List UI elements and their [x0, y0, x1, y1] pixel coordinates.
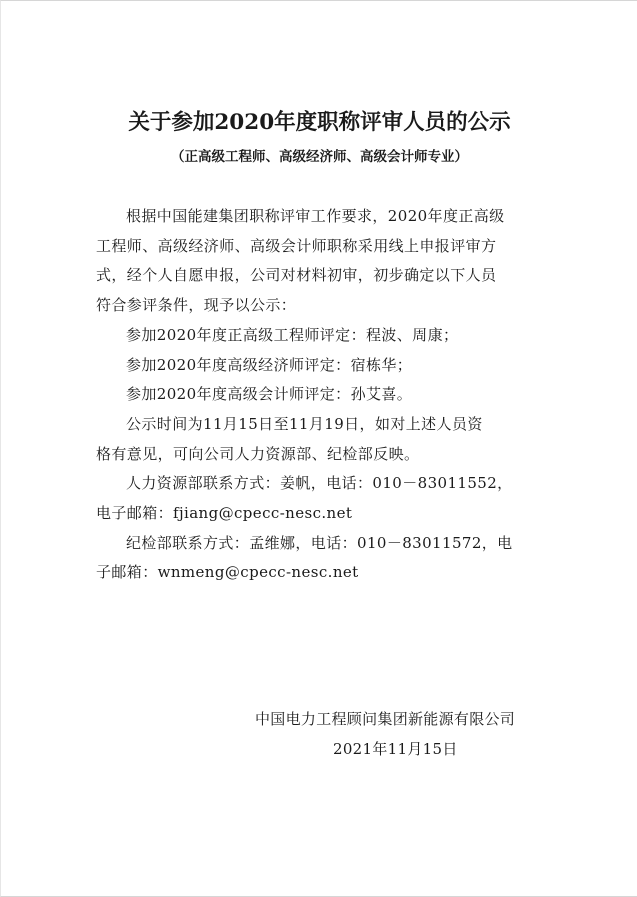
notice-period-paragraph	[96, 410, 544, 469]
page-title: 关于参加2020年度职称评审人员的公示	[128, 110, 511, 135]
page-subtitle: （正高级工程师、高级经济师、高级会计师专业）	[171, 149, 468, 165]
candidate-list	[96, 321, 544, 410]
signature-organization: 中国电力工程顾问集团新能源有限公司	[255, 710, 516, 728]
intro-line: 符合参评条件，现予以公示：	[96, 296, 297, 315]
document-body	[96, 202, 544, 588]
hr-contact-line: 人力资源部联系方式：姜帆，电话：010－83011552，	[126, 474, 513, 493]
notice-line: 公示时间为11月15日至11月19日，如对上述人员资	[126, 414, 483, 433]
discipline-email-line: 子邮箱：wnmeng@cpecc-nesc.net	[96, 563, 359, 582]
intro-line: 工程师、高级经济师、高级会计师职称采用线上申报评审方	[96, 236, 497, 255]
candidate-item-senior-economist: 参加2020年度高级经济师评定：宿栋华；	[126, 355, 413, 374]
candidate-item-senior-engineer: 参加2020年度正高级工程师评定：程波、周康；	[126, 325, 459, 344]
hr-email-line: 电子邮箱：fjiang@cpecc-nesc.net	[96, 504, 353, 523]
intro-line: 式，经个人自愿申报，公司对材料初审，初步确定以下人员	[96, 266, 497, 285]
signature-date: 2021年11月15日	[333, 740, 458, 758]
discipline-contact-line: 纪检部联系方式：孟维娜，电话：010－83011572，电	[126, 533, 513, 552]
intro-paragraph	[96, 202, 544, 321]
discipline-contact-paragraph	[96, 529, 544, 588]
hr-contact-paragraph	[96, 469, 544, 528]
intro-line: 根据中国能建集团职称评审工作要求，2020年度正高级	[126, 207, 505, 225]
candidate-item-senior-accountant: 参加2020年度高级会计师评定：孙艾喜。	[126, 385, 413, 404]
notice-line: 格有意见，可向公司人力资源部、纪检部反映。	[96, 444, 420, 463]
